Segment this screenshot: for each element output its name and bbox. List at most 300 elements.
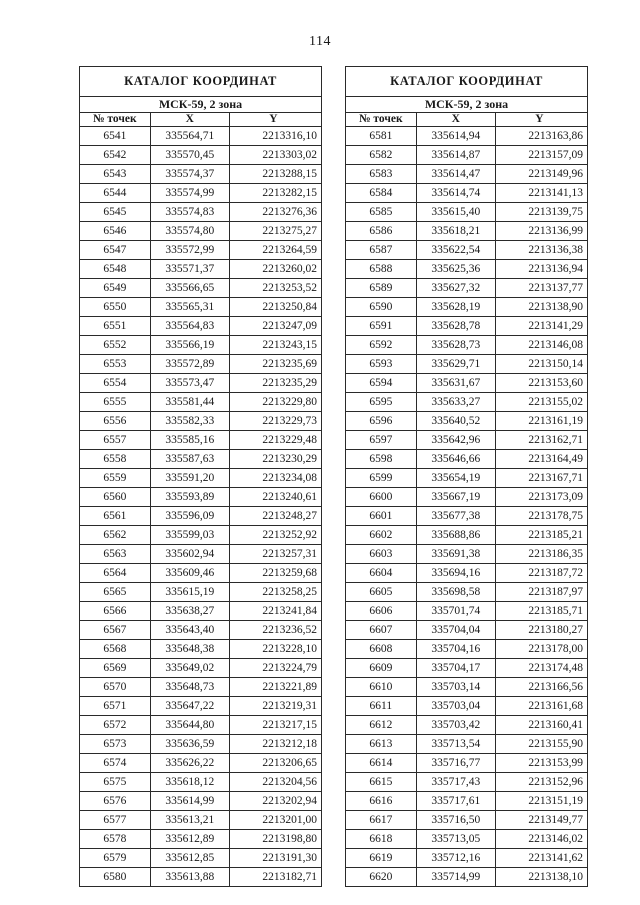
- table-row: [346, 716, 588, 735]
- point-number-cell: 6592: [346, 336, 417, 355]
- x-coordinate-cell: 335704,16: [416, 640, 495, 659]
- table-row: [80, 640, 322, 659]
- y-coordinate-cell: 2213185,21: [495, 526, 587, 545]
- table-row: [346, 678, 588, 697]
- y-coordinate-cell: 2213167,71: [495, 469, 587, 488]
- point-number-cell: 6595: [346, 393, 417, 412]
- x-coordinate-cell: 335627,32: [416, 279, 495, 298]
- x-coordinate-cell: 335574,83: [150, 203, 229, 222]
- y-coordinate-cell: 2213235,29: [229, 374, 321, 393]
- point-number-cell: 6573: [80, 735, 151, 754]
- y-coordinate-cell: 2213141,62: [495, 849, 587, 868]
- y-coordinate-cell: 2213149,77: [495, 811, 587, 830]
- x-coordinate-cell: 335571,37: [150, 260, 229, 279]
- x-coordinate-cell: 335716,77: [416, 754, 495, 773]
- x-coordinate-cell: 335582,33: [150, 412, 229, 431]
- x-coordinate-cell: 335613,88: [150, 868, 229, 887]
- y-coordinate-cell: 2213219,31: [229, 697, 321, 716]
- point-number-cell: 6590: [346, 298, 417, 317]
- point-number-cell: 6598: [346, 450, 417, 469]
- table-row: [80, 203, 322, 222]
- table-row: [346, 811, 588, 830]
- point-number-cell: 6586: [346, 222, 417, 241]
- y-coordinate-cell: 2213180,27: [495, 621, 587, 640]
- y-coordinate-cell: 2213259,68: [229, 564, 321, 583]
- table-row: [346, 279, 588, 298]
- x-coordinate-cell: 335564,83: [150, 317, 229, 336]
- point-number-cell: 6615: [346, 773, 417, 792]
- x-coordinate-cell: 335572,89: [150, 355, 229, 374]
- table-row: [80, 241, 322, 260]
- x-coordinate-cell: 335587,63: [150, 450, 229, 469]
- table-row: [346, 146, 588, 165]
- point-number-cell: 6614: [346, 754, 417, 773]
- table-row: [346, 507, 588, 526]
- y-coordinate-cell: 2213146,08: [495, 336, 587, 355]
- x-coordinate-cell: 335565,31: [150, 298, 229, 317]
- y-coordinate-cell: 2213247,09: [229, 317, 321, 336]
- y-coordinate-cell: 2213236,52: [229, 621, 321, 640]
- point-number-cell: 6552: [80, 336, 151, 355]
- x-coordinate-cell: 335633,27: [416, 393, 495, 412]
- point-number-cell: 6559: [80, 469, 151, 488]
- column-header-point-number: № точек: [346, 113, 417, 127]
- column-header-x: X: [416, 113, 495, 127]
- y-coordinate-cell: 2213153,60: [495, 374, 587, 393]
- x-coordinate-cell: 335636,59: [150, 735, 229, 754]
- x-coordinate-cell: 335591,20: [150, 469, 229, 488]
- point-number-cell: 6562: [80, 526, 151, 545]
- point-number-cell: 6604: [346, 564, 417, 583]
- y-coordinate-cell: 2213150,14: [495, 355, 587, 374]
- table-row: [80, 716, 322, 735]
- y-coordinate-cell: 2213243,15: [229, 336, 321, 355]
- x-coordinate-cell: 335717,43: [416, 773, 495, 792]
- point-number-cell: 6602: [346, 526, 417, 545]
- x-coordinate-cell: 335703,04: [416, 697, 495, 716]
- table-row: [80, 678, 322, 697]
- point-number-cell: 6611: [346, 697, 417, 716]
- x-coordinate-cell: 335646,66: [416, 450, 495, 469]
- y-coordinate-cell: 2213264,59: [229, 241, 321, 260]
- x-coordinate-cell: 335717,61: [416, 792, 495, 811]
- point-number-cell: 6568: [80, 640, 151, 659]
- x-coordinate-cell: 335564,71: [150, 127, 229, 146]
- column-header-y: Y: [229, 113, 321, 127]
- x-coordinate-cell: 335574,80: [150, 222, 229, 241]
- point-number-cell: 6607: [346, 621, 417, 640]
- y-coordinate-cell: 2213139,75: [495, 203, 587, 222]
- x-coordinate-cell: 335614,47: [416, 165, 495, 184]
- table-row: [346, 564, 588, 583]
- point-number-cell: 6597: [346, 431, 417, 450]
- x-coordinate-cell: 335596,09: [150, 507, 229, 526]
- y-coordinate-cell: 2213173,09: [495, 488, 587, 507]
- point-number-cell: 6570: [80, 678, 151, 697]
- point-number-cell: 6574: [80, 754, 151, 773]
- x-coordinate-cell: 335614,99: [150, 792, 229, 811]
- x-coordinate-cell: 335648,73: [150, 678, 229, 697]
- x-coordinate-cell: 335585,16: [150, 431, 229, 450]
- table-row: [80, 830, 322, 849]
- table-row: [346, 412, 588, 431]
- table-row: [346, 868, 588, 887]
- point-number-cell: 6561: [80, 507, 151, 526]
- point-number-cell: 6588: [346, 260, 417, 279]
- table-row: [80, 127, 322, 146]
- table-row: [346, 640, 588, 659]
- x-coordinate-cell: 335704,04: [416, 621, 495, 640]
- point-number-cell: 6555: [80, 393, 151, 412]
- point-number-cell: 6609: [346, 659, 417, 678]
- catalog-subtitle: МСК-59, 2 зона: [80, 97, 322, 113]
- y-coordinate-cell: 2213217,15: [229, 716, 321, 735]
- x-coordinate-cell: 335612,89: [150, 830, 229, 849]
- x-coordinate-cell: 335618,21: [416, 222, 495, 241]
- y-coordinate-cell: 2213155,90: [495, 735, 587, 754]
- point-number-cell: 6567: [80, 621, 151, 640]
- y-coordinate-cell: 2213162,71: [495, 431, 587, 450]
- table-row: [80, 488, 322, 507]
- table-row: [346, 697, 588, 716]
- y-coordinate-cell: 2213198,80: [229, 830, 321, 849]
- point-number-cell: 6551: [80, 317, 151, 336]
- point-number-cell: 6585: [346, 203, 417, 222]
- table-row: [80, 450, 322, 469]
- x-coordinate-cell: 335631,67: [416, 374, 495, 393]
- y-coordinate-cell: 2213258,25: [229, 583, 321, 602]
- x-coordinate-cell: 335703,14: [416, 678, 495, 697]
- table-row: [80, 184, 322, 203]
- y-coordinate-cell: 2213161,19: [495, 412, 587, 431]
- table-row: [80, 146, 322, 165]
- y-coordinate-cell: 2213276,36: [229, 203, 321, 222]
- x-coordinate-cell: 335628,19: [416, 298, 495, 317]
- x-coordinate-cell: 335647,22: [150, 697, 229, 716]
- y-coordinate-cell: 2213316,10: [229, 127, 321, 146]
- table-row: [346, 203, 588, 222]
- table-row: [346, 621, 588, 640]
- x-coordinate-cell: 335701,74: [416, 602, 495, 621]
- point-number-cell: 6564: [80, 564, 151, 583]
- x-coordinate-cell: 335625,36: [416, 260, 495, 279]
- y-coordinate-cell: 2213275,27: [229, 222, 321, 241]
- x-coordinate-cell: 335713,05: [416, 830, 495, 849]
- point-number-cell: 6545: [80, 203, 151, 222]
- table-row: [346, 849, 588, 868]
- point-number-cell: 6579: [80, 849, 151, 868]
- y-coordinate-cell: 2213164,49: [495, 450, 587, 469]
- table-row: [346, 298, 588, 317]
- point-number-cell: 6543: [80, 165, 151, 184]
- x-coordinate-cell: 335615,19: [150, 583, 229, 602]
- table-row: [346, 241, 588, 260]
- table-row: [80, 564, 322, 583]
- table-row: [80, 260, 322, 279]
- point-number-cell: 6605: [346, 583, 417, 602]
- y-coordinate-cell: 2213187,72: [495, 564, 587, 583]
- y-coordinate-cell: 2213191,30: [229, 849, 321, 868]
- x-coordinate-cell: 335609,46: [150, 564, 229, 583]
- table-row: [346, 488, 588, 507]
- x-coordinate-cell: 335694,16: [416, 564, 495, 583]
- point-number-cell: 6556: [80, 412, 151, 431]
- table-row: [346, 659, 588, 678]
- point-number-cell: 6603: [346, 545, 417, 564]
- table-row: [346, 830, 588, 849]
- x-coordinate-cell: 335648,38: [150, 640, 229, 659]
- y-coordinate-cell: 2213138,10: [495, 868, 587, 887]
- point-number-cell: 6544: [80, 184, 151, 203]
- table-row: [80, 697, 322, 716]
- y-coordinate-cell: 2213136,38: [495, 241, 587, 260]
- x-coordinate-cell: 335713,54: [416, 735, 495, 754]
- point-number-cell: 6587: [346, 241, 417, 260]
- table-row: [346, 773, 588, 792]
- table-row: [80, 659, 322, 678]
- table-row: [346, 393, 588, 412]
- x-coordinate-cell: 335614,94: [416, 127, 495, 146]
- table-row: [346, 754, 588, 773]
- x-coordinate-cell: 335628,73: [416, 336, 495, 355]
- table-row: [346, 602, 588, 621]
- x-coordinate-cell: 335599,03: [150, 526, 229, 545]
- table-row: [80, 602, 322, 621]
- point-number-cell: 6581: [346, 127, 417, 146]
- x-coordinate-cell: 335593,89: [150, 488, 229, 507]
- table-row: [346, 184, 588, 203]
- y-coordinate-cell: 2213182,71: [229, 868, 321, 887]
- table-row: [80, 773, 322, 792]
- table-row: [80, 792, 322, 811]
- table-row: [346, 317, 588, 336]
- y-coordinate-cell: 2213235,69: [229, 355, 321, 374]
- point-number-cell: 6601: [346, 507, 417, 526]
- point-number-cell: 6565: [80, 583, 151, 602]
- y-coordinate-cell: 2213152,96: [495, 773, 587, 792]
- table-row: [80, 735, 322, 754]
- x-coordinate-cell: 335677,38: [416, 507, 495, 526]
- catalog-title: КАТАЛОГ КООРДИНАТ: [346, 67, 588, 97]
- y-coordinate-cell: 2213288,15: [229, 165, 321, 184]
- y-coordinate-cell: 2213252,92: [229, 526, 321, 545]
- x-coordinate-cell: 335703,42: [416, 716, 495, 735]
- y-coordinate-cell: 2213174,48: [495, 659, 587, 678]
- point-number-cell: 6577: [80, 811, 151, 830]
- y-coordinate-cell: 2213166,56: [495, 678, 587, 697]
- point-number-cell: 6610: [346, 678, 417, 697]
- point-number-cell: 6546: [80, 222, 151, 241]
- y-coordinate-cell: 2213141,13: [495, 184, 587, 203]
- x-coordinate-cell: 335654,19: [416, 469, 495, 488]
- point-number-cell: 6589: [346, 279, 417, 298]
- table-row: [346, 545, 588, 564]
- table-row: [346, 469, 588, 488]
- point-number-cell: 6580: [80, 868, 151, 887]
- y-coordinate-cell: 2213229,73: [229, 412, 321, 431]
- x-coordinate-cell: 335714,99: [416, 868, 495, 887]
- point-number-cell: 6557: [80, 431, 151, 450]
- point-number-cell: 6599: [346, 469, 417, 488]
- table-row: [80, 165, 322, 184]
- table-row: [80, 298, 322, 317]
- table-row: [80, 469, 322, 488]
- table-row: [346, 165, 588, 184]
- x-coordinate-cell: 335622,54: [416, 241, 495, 260]
- y-coordinate-cell: 2213149,96: [495, 165, 587, 184]
- x-coordinate-cell: 335644,80: [150, 716, 229, 735]
- y-coordinate-cell: 2213253,52: [229, 279, 321, 298]
- x-coordinate-cell: 335574,37: [150, 165, 229, 184]
- y-coordinate-cell: 2213260,02: [229, 260, 321, 279]
- point-number-cell: 6541: [80, 127, 151, 146]
- y-coordinate-cell: 2213187,97: [495, 583, 587, 602]
- x-coordinate-cell: 335638,27: [150, 602, 229, 621]
- table-row: [346, 526, 588, 545]
- column-header-x: X: [150, 113, 229, 127]
- point-number-cell: 6593: [346, 355, 417, 374]
- y-coordinate-cell: 2213153,99: [495, 754, 587, 773]
- table-row: [80, 412, 322, 431]
- table-row: [346, 431, 588, 450]
- table-row: [346, 450, 588, 469]
- table-row: [346, 222, 588, 241]
- table-row: [80, 754, 322, 773]
- x-coordinate-cell: 335618,12: [150, 773, 229, 792]
- y-coordinate-cell: 2213257,31: [229, 545, 321, 564]
- y-coordinate-cell: 2213141,29: [495, 317, 587, 336]
- x-coordinate-cell: 335570,45: [150, 146, 229, 165]
- column-header-point-number: № точек: [80, 113, 151, 127]
- point-number-cell: 6617: [346, 811, 417, 830]
- y-coordinate-cell: 2213157,09: [495, 146, 587, 165]
- y-coordinate-cell: 2213136,99: [495, 222, 587, 241]
- y-coordinate-cell: 2213160,41: [495, 716, 587, 735]
- point-number-cell: 6612: [346, 716, 417, 735]
- point-number-cell: 6566: [80, 602, 151, 621]
- table-row: [80, 849, 322, 868]
- point-number-cell: 6618: [346, 830, 417, 849]
- point-number-cell: 6558: [80, 450, 151, 469]
- y-coordinate-cell: 2213178,75: [495, 507, 587, 526]
- page-number: 114: [309, 34, 331, 49]
- y-coordinate-cell: 2213248,27: [229, 507, 321, 526]
- point-number-cell: 6571: [80, 697, 151, 716]
- point-number-cell: 6554: [80, 374, 151, 393]
- x-coordinate-cell: 335688,86: [416, 526, 495, 545]
- x-coordinate-cell: 335566,65: [150, 279, 229, 298]
- x-coordinate-cell: 335574,99: [150, 184, 229, 203]
- x-coordinate-cell: 335626,22: [150, 754, 229, 773]
- point-number-cell: 6560: [80, 488, 151, 507]
- x-coordinate-cell: 335602,94: [150, 545, 229, 564]
- point-number-cell: 6620: [346, 868, 417, 887]
- x-coordinate-cell: 335612,85: [150, 849, 229, 868]
- point-number-cell: 6578: [80, 830, 151, 849]
- point-number-cell: 6606: [346, 602, 417, 621]
- point-number-cell: 6608: [346, 640, 417, 659]
- x-coordinate-cell: 335613,21: [150, 811, 229, 830]
- x-coordinate-cell: 335566,19: [150, 336, 229, 355]
- point-number-cell: 6572: [80, 716, 151, 735]
- x-coordinate-cell: 335614,87: [416, 146, 495, 165]
- y-coordinate-cell: 2213234,08: [229, 469, 321, 488]
- x-coordinate-cell: 335572,99: [150, 241, 229, 260]
- table-row: [80, 279, 322, 298]
- table-row: [80, 222, 322, 241]
- coordinate-catalog-table-right: [345, 66, 588, 887]
- point-number-cell: 6594: [346, 374, 417, 393]
- y-coordinate-cell: 2213250,84: [229, 298, 321, 317]
- catalog-subtitle: МСК-59, 2 зона: [346, 97, 588, 113]
- table-row: [346, 260, 588, 279]
- coordinate-catalog-table-left: [79, 66, 322, 887]
- catalog-title: КАТАЛОГ КООРДИНАТ: [80, 67, 322, 97]
- x-coordinate-cell: 335712,16: [416, 849, 495, 868]
- x-coordinate-cell: 335629,71: [416, 355, 495, 374]
- x-coordinate-cell: 335581,44: [150, 393, 229, 412]
- point-number-cell: 6591: [346, 317, 417, 336]
- y-coordinate-cell: 2213186,35: [495, 545, 587, 564]
- x-coordinate-cell: 335628,78: [416, 317, 495, 336]
- point-number-cell: 6548: [80, 260, 151, 279]
- y-coordinate-cell: 2213212,18: [229, 735, 321, 754]
- y-coordinate-cell: 2213303,02: [229, 146, 321, 165]
- table-row: [80, 355, 322, 374]
- y-coordinate-cell: 2213282,15: [229, 184, 321, 203]
- y-coordinate-cell: 2213229,48: [229, 431, 321, 450]
- y-coordinate-cell: 2213228,10: [229, 640, 321, 659]
- x-coordinate-cell: 335640,52: [416, 412, 495, 431]
- y-coordinate-cell: 2213151,19: [495, 792, 587, 811]
- table-row: [80, 621, 322, 640]
- y-coordinate-cell: 2213185,71: [495, 602, 587, 621]
- x-coordinate-cell: 335716,50: [416, 811, 495, 830]
- table-row: [80, 526, 322, 545]
- y-coordinate-cell: 2213230,29: [229, 450, 321, 469]
- y-coordinate-cell: 2213178,00: [495, 640, 587, 659]
- table-row: [80, 868, 322, 887]
- y-coordinate-cell: 2213241,84: [229, 602, 321, 621]
- y-coordinate-cell: 2213163,86: [495, 127, 587, 146]
- x-coordinate-cell: 335667,19: [416, 488, 495, 507]
- y-coordinate-cell: 2213204,56: [229, 773, 321, 792]
- point-number-cell: 6553: [80, 355, 151, 374]
- point-number-cell: 6563: [80, 545, 151, 564]
- y-coordinate-cell: 2213202,94: [229, 792, 321, 811]
- point-number-cell: 6550: [80, 298, 151, 317]
- table-row: [346, 355, 588, 374]
- table-row: [346, 336, 588, 355]
- y-coordinate-cell: 2213146,02: [495, 830, 587, 849]
- table-row: [346, 792, 588, 811]
- x-coordinate-cell: 335614,74: [416, 184, 495, 203]
- table-row: [80, 317, 322, 336]
- x-coordinate-cell: 335649,02: [150, 659, 229, 678]
- y-coordinate-cell: 2213136,94: [495, 260, 587, 279]
- point-number-cell: 6583: [346, 165, 417, 184]
- table-row: [80, 811, 322, 830]
- column-header-y: Y: [495, 113, 587, 127]
- point-number-cell: 6616: [346, 792, 417, 811]
- point-number-cell: 6582: [346, 146, 417, 165]
- y-coordinate-cell: 2213229,80: [229, 393, 321, 412]
- y-coordinate-cell: 2213137,77: [495, 279, 587, 298]
- table-row: [80, 431, 322, 450]
- table-row: [346, 583, 588, 602]
- x-coordinate-cell: 335615,40: [416, 203, 495, 222]
- table-row: [80, 507, 322, 526]
